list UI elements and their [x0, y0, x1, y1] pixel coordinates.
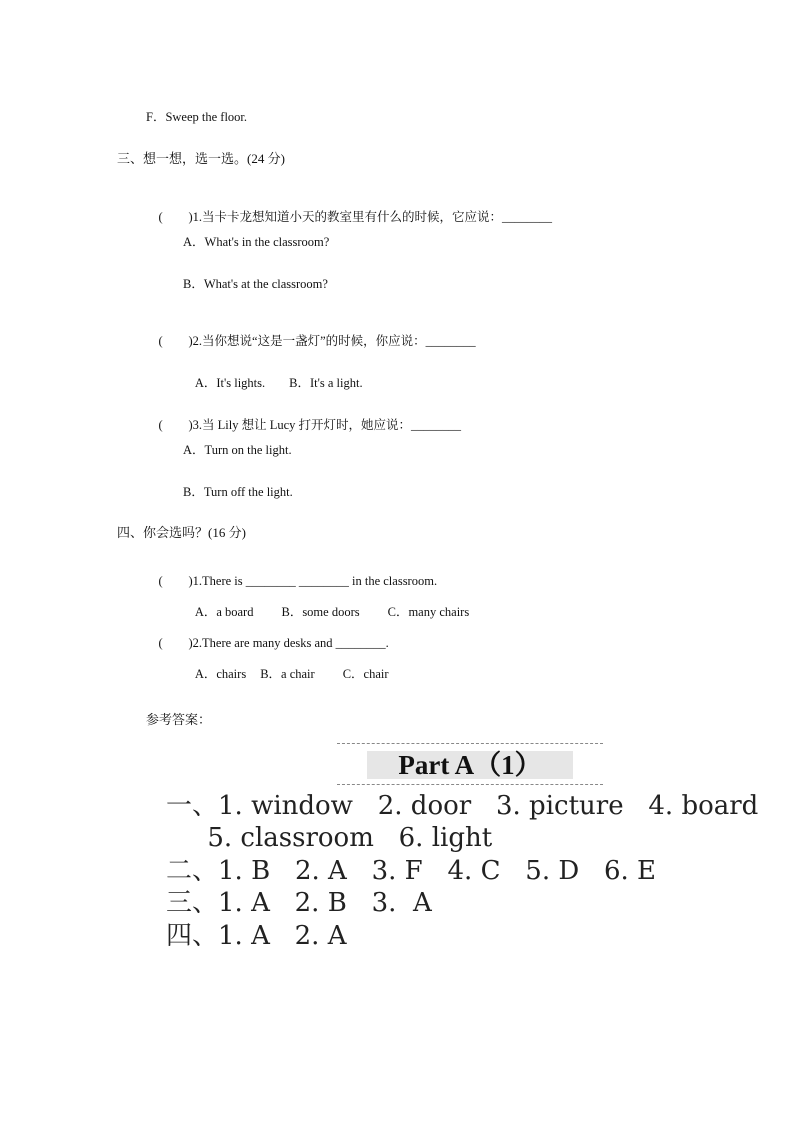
- section-3-question-2: [146, 317, 476, 365]
- answer-paren: (: [158, 334, 163, 348]
- banner-title: Part A（1）: [367, 751, 573, 779]
- option-b: B．some doors: [281, 605, 360, 619]
- question-text: )2.当你想说“这是一盏灯”的时候，你应说：________: [188, 334, 476, 348]
- answer-paren: (: [158, 636, 163, 650]
- options-row: [183, 650, 389, 698]
- option-a: A．a board: [194, 605, 254, 619]
- options-row: [183, 359, 363, 407]
- answer-paren: (: [158, 210, 163, 224]
- section-3-heading: 三、想一想，选一选。(24 分): [117, 151, 285, 166]
- option-a: A．What's in the classroom?: [183, 235, 330, 249]
- option-b: B．It's a light.: [289, 376, 363, 390]
- option-b: B．Turn off the light.: [183, 485, 293, 499]
- answer-paren: (: [158, 574, 163, 588]
- answer-line-3: 三、1. A 2. B 3. A: [166, 888, 432, 918]
- answer-key-label: 参考答案：: [146, 712, 212, 727]
- question-text: )3.当 Lily 想让 Lucy 打开灯时，她应说：________: [188, 418, 462, 432]
- question-text: )2.There are many desks and ________.: [188, 636, 389, 650]
- option-b: B．a chair: [260, 667, 315, 681]
- dashed-divider-top: [337, 743, 603, 744]
- answer-line-1-cont: 5. classroom 6. light: [166, 823, 493, 853]
- option-a: A．It's lights.: [194, 376, 266, 390]
- option-f-sweep-floor: F．Sweep the floor.: [146, 110, 248, 124]
- option-c: C．chair: [342, 667, 389, 681]
- question-text: )1.There is ________ ________ in the classroom.: [188, 574, 438, 588]
- answer-paren: (: [158, 418, 163, 432]
- question-text: )1.当卡卡龙想知道小天的教室里有什么的时候，它应说：________: [188, 210, 553, 224]
- answer-key-banner: [337, 743, 603, 785]
- section-4-heading: 四、你会选吗？(16 分): [117, 525, 246, 540]
- option-a: A．chairs: [194, 667, 247, 681]
- option-a: A．Turn on the light.: [183, 443, 292, 457]
- option-c: C．many chairs: [387, 605, 470, 619]
- answer-line-2: 二、1. B 2. A 3. F 4. C 5. D 6. E: [166, 856, 657, 886]
- answer-line-1: 一、1. window 2. door 3. picture 4. board: [166, 791, 759, 821]
- answer-line-4: 四、1. A 2. A: [166, 921, 347, 951]
- dashed-divider-bottom: [337, 784, 603, 785]
- option-b: B．What's at the classroom?: [183, 277, 328, 291]
